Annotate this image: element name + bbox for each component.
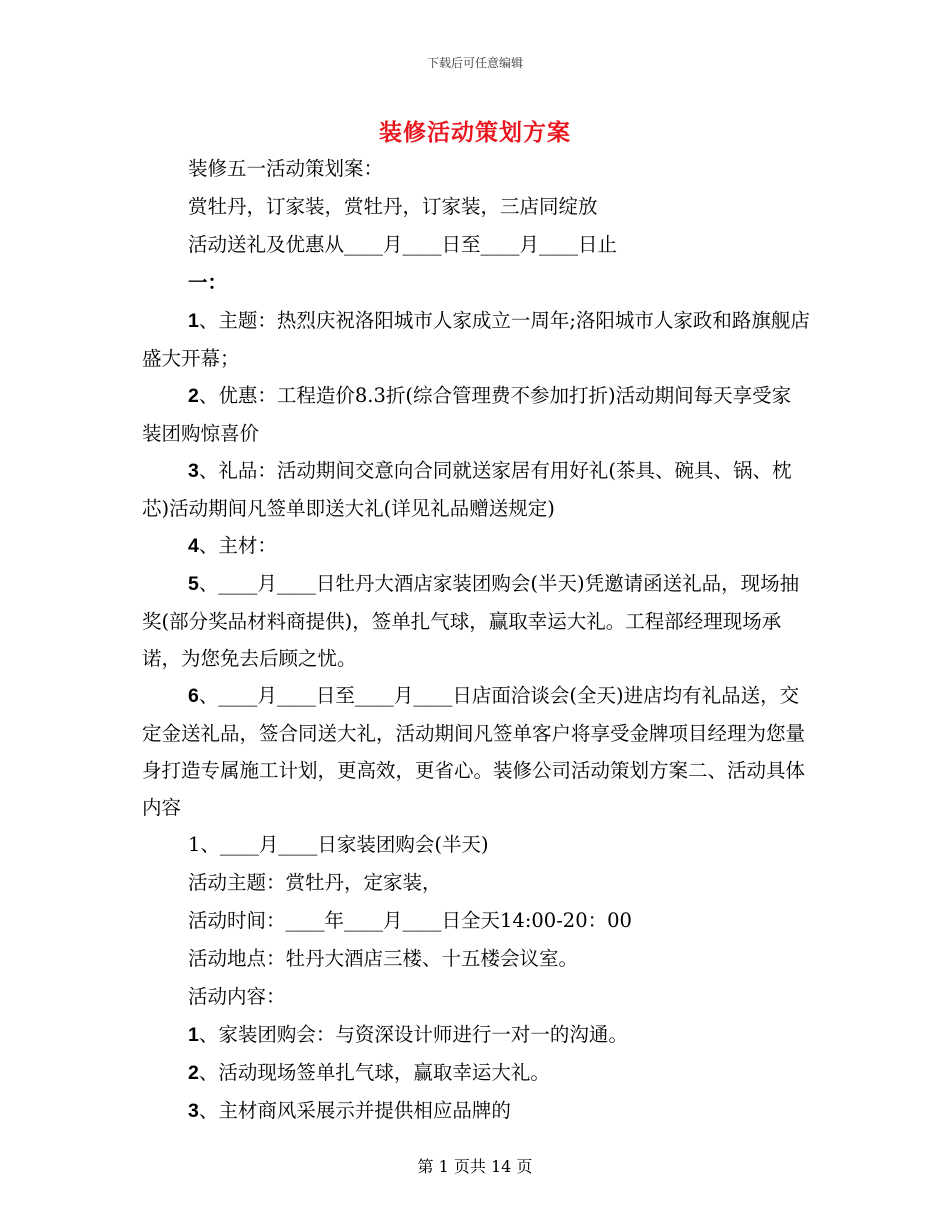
paragraph — [142, 150, 810, 188]
paragraph-text: 活动时间：____年____月____日全天14:00-20：00 — [188, 909, 632, 932]
section-heading — [142, 264, 810, 302]
paragraph-number: 3 — [188, 460, 199, 482]
paragraph-text: 、主材： — [198, 534, 277, 557]
paragraph-text: 、主题：热烈庆祝洛阳城市人家成立一周年;洛阳城市人家政和路旗舰店盛大开幕； — [142, 309, 810, 370]
page-header: 下载后可任意编辑 — [426, 56, 523, 70]
paragraph-text: 、优惠：工程造价8.3折(综合管理费不参加打折)活动期间每天享受家装团购惊喜价 — [142, 384, 792, 445]
paragraph-text: 活动主题：赏牡丹，定家装， — [188, 871, 442, 894]
paragraph-text: 、家装团购会：与资深设计师进行一对一的沟通。 — [198, 1023, 628, 1046]
paragraph-text: 赏牡丹，订家装，赏牡丹，订家装，三店同绽放 — [188, 195, 598, 218]
paragraph-text: 1、____月____日家装团购会(半天) — [188, 833, 489, 856]
paragraph — [142, 377, 810, 452]
paragraph — [142, 527, 810, 565]
paragraph-text: 活动地点：牡丹大酒店三楼、十五楼会议室。 — [188, 947, 579, 970]
paragraph-text: 活动送礼及优惠从____月____日至____月____日止 — [188, 233, 618, 256]
paragraph-text: 装修五一活动策划案： — [188, 157, 384, 180]
paragraph — [142, 1016, 810, 1054]
paragraph — [142, 188, 810, 226]
document-body — [142, 150, 810, 1130]
paragraph-number: 一： — [188, 272, 228, 294]
paragraph — [142, 452, 810, 527]
paragraph-text: 、活动现场签单扎气球，赢取幸运大礼。 — [198, 1061, 550, 1084]
paragraph-text: 、礼品：活动期间交意向合同就送家居有用好礼(茶具、碗具、锅、枕芯)活动期间凡签单即送大礼(详见礼品赠送规定) — [142, 459, 792, 520]
paragraph-number: 1 — [188, 1024, 199, 1046]
document-title: 装修活动策划方案 — [379, 119, 571, 146]
paragraph — [142, 677, 810, 826]
paragraph — [142, 826, 810, 864]
paragraph-number: 2 — [188, 1062, 199, 1084]
paragraph-text: 、主材商风采展示并提供相应品牌的 — [198, 1099, 511, 1122]
paragraph — [142, 226, 810, 264]
paragraph-number: 2 — [188, 385, 199, 407]
paragraph — [142, 978, 810, 1016]
paragraph-number: 3 — [188, 1100, 199, 1122]
paragraph — [142, 902, 810, 940]
paragraph-number: 5 — [188, 573, 199, 595]
paragraph — [142, 302, 810, 377]
page-footer: 第 1 页共 14 页 — [417, 1157, 533, 1176]
paragraph-number: 4 — [188, 535, 199, 557]
paragraph — [142, 940, 810, 978]
paragraph-text: 、____月____日牡丹大酒店家装团购会(半天)凭邀请函送礼品，现场抽奖(部分奖品材料商提供)，签单扎气球，赢取幸运大礼。工程部经理现场承诺，为您免去后顾之忧。 — [142, 572, 800, 670]
paragraph — [142, 565, 810, 677]
paragraph — [142, 1054, 810, 1092]
paragraph-number: 6 — [188, 685, 199, 707]
paragraph-number: 1 — [188, 310, 199, 332]
paragraph — [142, 864, 810, 902]
paragraph-text: 、____月____日至____月____日店面洽谈会(全天)进店均有礼品送，交定金送礼品，签合同送大礼，活动期间凡签单客户将享受金牌项目经理为您量身打造专属施工计划，更高效，更省心。装修公司活动策划方案二、活动具体内容 — [142, 684, 806, 819]
paragraph-text: 活动内容： — [188, 985, 286, 1008]
paragraph — [142, 1092, 810, 1130]
